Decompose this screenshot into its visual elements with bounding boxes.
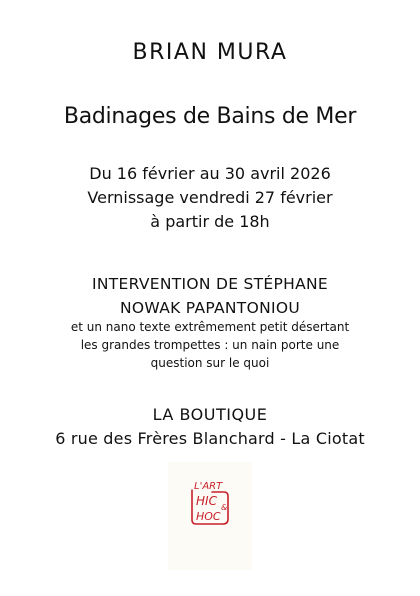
logo-word-hoc: HOC — [196, 510, 221, 523]
opening-date: Vernissage vendredi 27 février — [87, 188, 333, 207]
logo-word-hic: HIC — [196, 494, 217, 508]
exhibition-dates: Du 16 février au 30 avril 2026 — [89, 164, 331, 183]
venue-name: LA BOUTIQUE — [152, 405, 268, 424]
logo-ampersand: & — [221, 503, 228, 512]
opening-time: à partir de 18h — [150, 212, 270, 231]
venue-address: 6 rue des Frères Blanchard - La Ciotat — [55, 429, 365, 448]
exhibition-title: Badinages de Bains de Mer — [63, 104, 357, 129]
intervention-heading-line-1: INTERVENTION DE STÉPHANE — [91, 275, 329, 293]
logo-stamp-icon — [168, 462, 252, 570]
intervention-heading-line-2: NOWAK PAPANTONIOU — [120, 299, 300, 317]
gallery-logo — [168, 462, 252, 570]
nano-text-line-3: question sur le quoi — [150, 356, 270, 370]
nano-text-line-1: et un nano texte extrêmement petit désertant — [70, 320, 350, 334]
artist-name: BRIAN MURA — [132, 40, 288, 65]
nano-text-line-2: les grandes trompettes : un nain porte une — [80, 338, 340, 352]
logo-word-lart: L'ART — [194, 481, 223, 492]
